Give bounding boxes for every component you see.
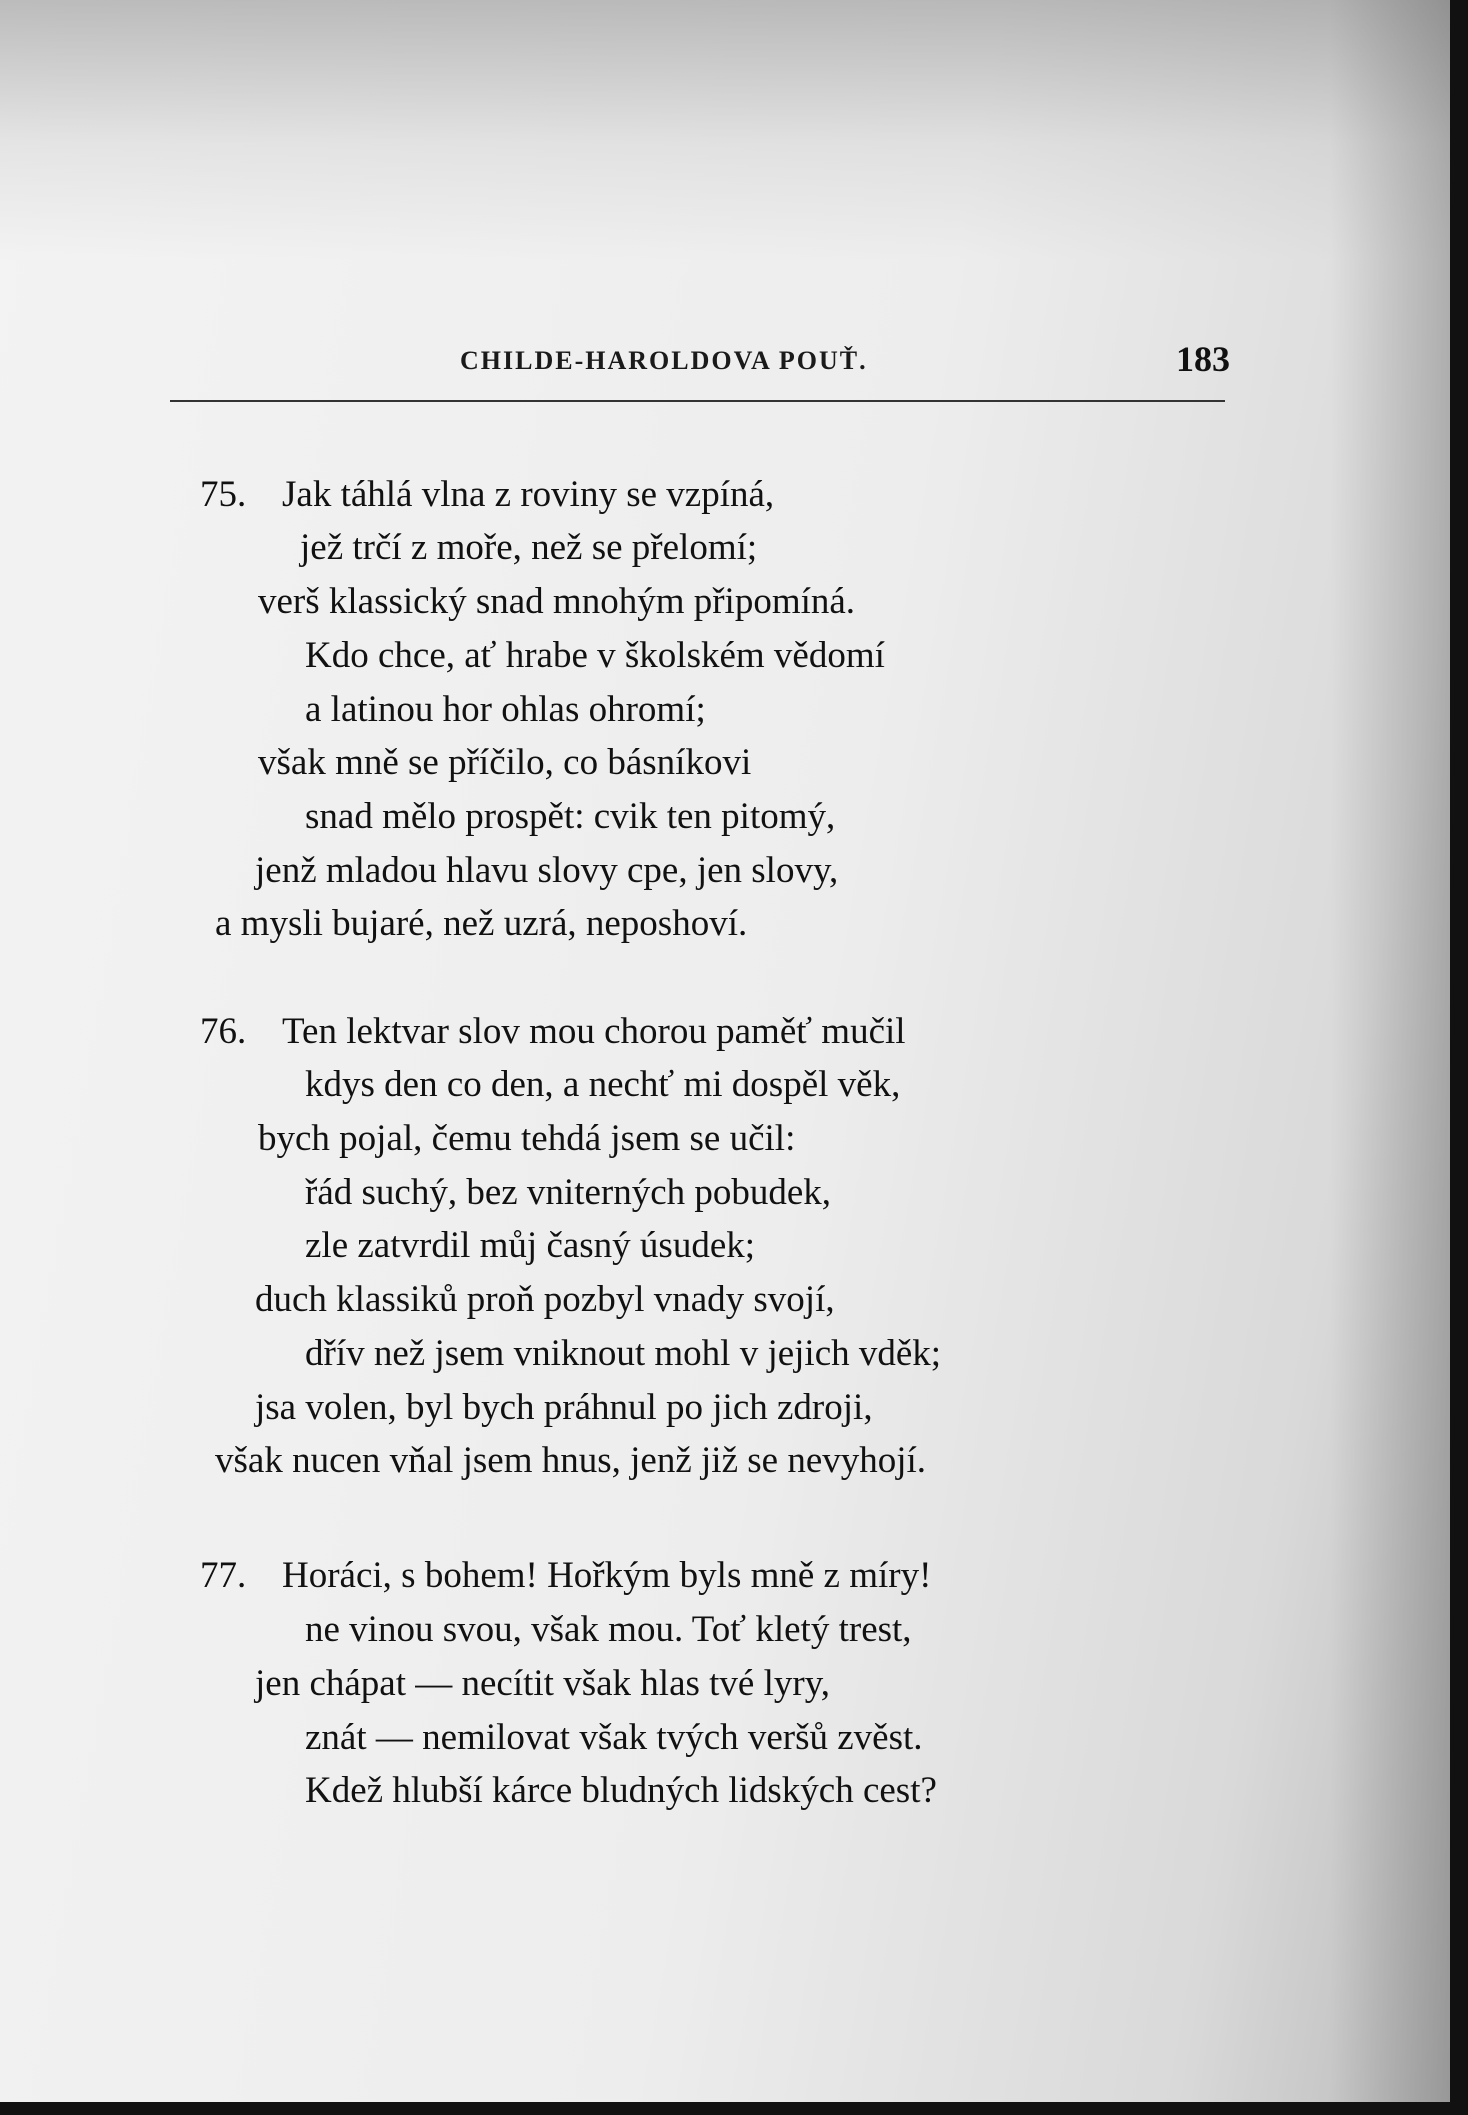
page-header [170,338,1230,388]
verse-line: Jak táhlá vlna z roviny se vzpíná, [282,474,775,515]
verse-line: snad mělo prospět: cvik ten pitomý, [305,796,836,837]
verse-line: Kdež hlubší kárce bludných lidských cest? [305,1770,937,1811]
stanza-number: 76. [200,1011,247,1052]
verse-line: dřív než jsem vniknout mohl v jejich vděk; [305,1333,942,1374]
verse-line: Horáci, s bohem! Hořkým byls mně z míry! [282,1555,932,1596]
verse-line: a latinou hor ohlas ohromí; [305,689,706,730]
verse-line: řád suchý, bez vniterných pobudek, [305,1172,832,1213]
page-number: 183 [1176,339,1230,379]
verse-line: jsa volen, byl bych práhnul po jich zdroji, [255,1387,873,1428]
verse-line: Kdo chce, ať hrabe v školském vědomí [305,635,885,676]
verse-line: však nucen vňal jsem hnus, jenž již se nevyhojí. [215,1440,927,1481]
verse-line: verš klassický snad mnohým připomíná. [258,581,856,622]
header-rule [170,400,1225,402]
verse-line: zle zatvrdil můj časný úsudek; [305,1225,756,1266]
verse-line: jenž mladou hlavu slovy cpe, jen slovy, [255,850,839,891]
verse-line: jen chápat — necítit však hlas tvé lyry, [255,1663,831,1704]
verse-line: jež trčí z moře, než se přelomí; [300,527,758,568]
verse-line: ne vinou svou, však mou. Toť kletý trest, [305,1609,912,1650]
stanza-number: 77. [200,1555,247,1596]
verse-line: kdys den co den, a nechť mi dospěl věk, [305,1064,901,1105]
verse-line: duch klassiků proň pozbyl vnady svojí, [255,1279,835,1320]
verse-line: bych pojal, čemu tehdá jsem se učil: [258,1118,796,1159]
verse-line: Ten lektvar slov mou chorou paměť mučil [282,1011,906,1052]
verse-line: znát — nemilovat však tvých veršů zvěst. [305,1717,923,1758]
verse-line: a mysli bujaré, než uzrá, neposhoví. [215,903,748,944]
running-title: CHILDE-HAROLDOVA POUŤ. [460,346,868,375]
stanza-number: 75. [200,474,247,515]
verse-line: však mně se příčilo, co básníkovi [258,742,752,783]
